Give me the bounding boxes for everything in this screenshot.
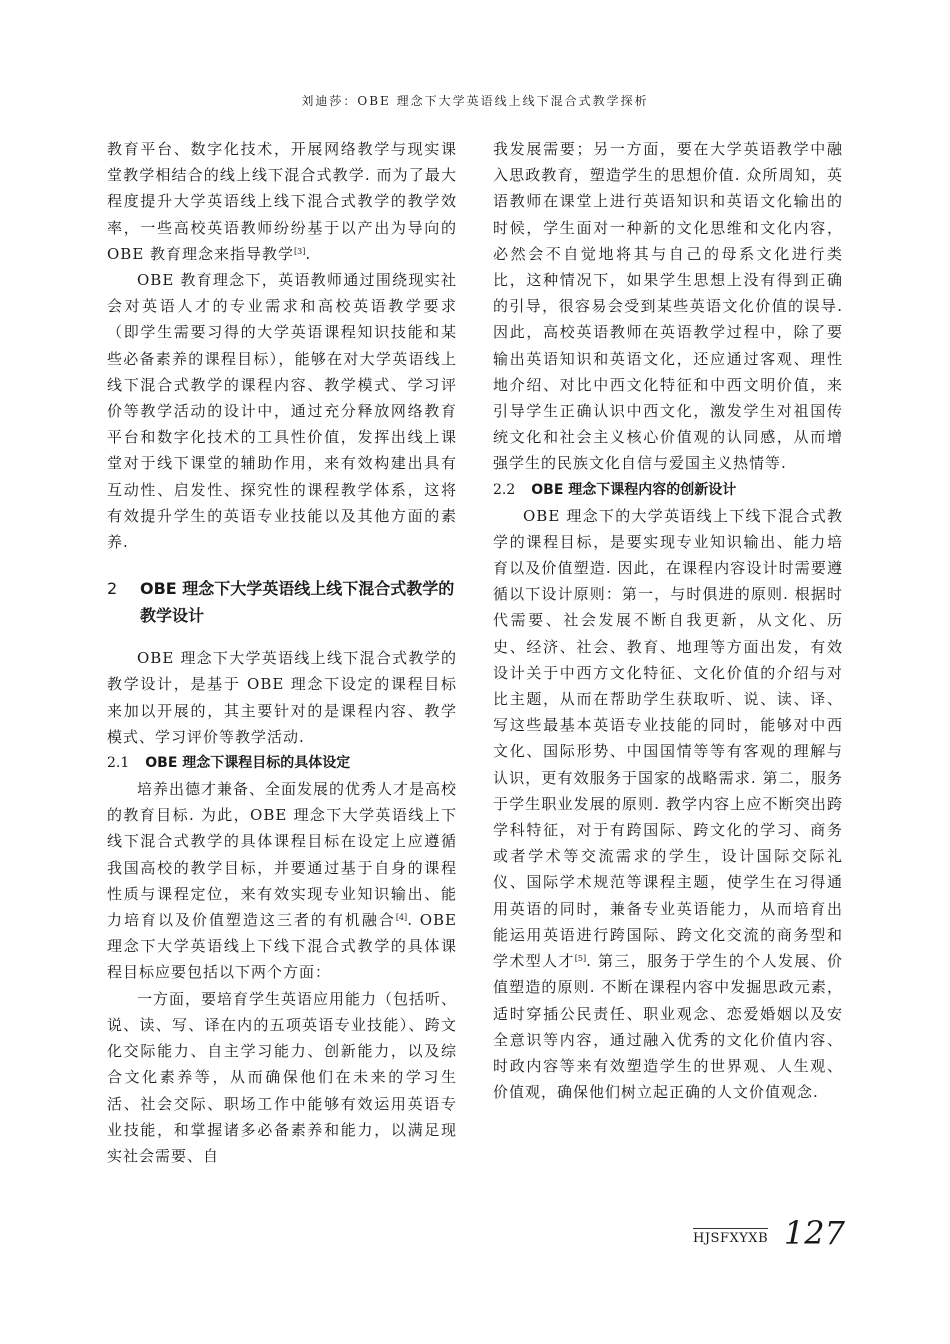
- paragraph: OBE 理念下的大学英语线上下线下混合式教学的课程目标，是要实现专业知识输出、能力培育以及价值塑造. 因此，在课程内容设计时需要遵循以下设计原则：第一，与时俱进的原则. 根据时代需要、社会发展不断自我更新，从文化、历史、经济、社会、教育、地理等方面出发，有效设计关于中西方文化特征、文化价值的介绍与对比主题，从而在帮助学生获取听、说、读、译、写这些最基本英语专业技能的同时，能够对中西文化、国际形势、中国国情等等有客观的理解与认识，更有效服务于国家的战略需求. 第二，服务于学生职业发展的原则. 教学内容上应不断突出跨学科特征，对于有跨国际、跨文化的学习、商务或者学术等交流需求的学生，设计国际交际礼仪、国际学术规范等课程主题，使学生在习得通用英语的同时，兼备专业英语能力，从而培育出能运用英语进行跨国际、跨文化交流的商务型和学术型人才[5]. 第三，服务于学生的个人发展、价值塑造的原则. 不断在课程内容中发掘思政元素，适时穿插公民责任、职业观念、恋爱婚姻以及安全意识等内容，通过融入优秀的文化价值内容、时政内容等来有效塑造学生的世界观、人生观、价值观，确保他们树立起正确的人文价值观念.: [493, 506, 843, 1102]
- running-header: 刘迪莎：OBE 理念下大学英语线上线下混合式教学探析: [301, 94, 649, 108]
- citation-ref[interactable]: [5]: [574, 954, 587, 964]
- section-heading: [107, 575, 457, 629]
- paragraph: 培养出德才兼备、全面发展的优秀人才是高校的教育目标. 为此，OBE 理念下大学英语线上下线下混合式教学的具体课程目标在设定上应遵循我国高校的教学目标，并要通过基于自身的课程性质与课程定位，来有效实现专业知识输出、能力培育以及价值塑造这三者的有机融合[4]. OBE 理念下大学英语线上下线下混合式教学的具体课程目标应要包括以下两个方面：: [107, 780, 458, 982]
- subsection-number: 2.1: [107, 755, 130, 772]
- section-number: 2: [107, 579, 118, 599]
- section-title: OBE 理念下大学英语线上线下混合式教学的教学设计: [140, 579, 455, 626]
- right-column: [493, 136, 843, 1105]
- subsection-heading: [493, 477, 843, 503]
- paragraph: 一方面，要培育学生英语应用能力（包括听、说、读、写、译在内的五项英语专业技能）、跨文化交际能力、自主学习能力、创新能力，以及综合文化素养等，从而确保他们在未来的学习生活、社会交际、职场工作中能够有效运用英语专业技能，和掌握诸多必备素养和能力，以满足现实社会需要、自: [107, 989, 458, 1165]
- citation-ref[interactable]: [3]: [294, 246, 306, 256]
- journal-code: HJSFXYXB: [693, 1228, 768, 1246]
- citation-ref[interactable]: [4]: [395, 913, 408, 923]
- page-footer: [693, 1212, 845, 1252]
- paragraph: OBE 理念下大学英语线上线下混合式教学的教学设计，是基于 OBE 理念下设定的课程目标来加以开展的，其主要针对的是课程内容、教学模式、学习评价等教学活动.: [107, 649, 457, 746]
- subsection-number: 2.2: [493, 481, 516, 498]
- subsection-heading: [107, 750, 457, 776]
- paragraph: 我发展需要；另一方面，要在大学英语教学中融入思政教育，塑造学生的思想价值. 众所周知，英语教师在课堂上进行英语知识和英语文化输出的时候，学生面对一种新的文化思维和文化内容，必然会不自觉地将其与自己的母系文化进行类比，这种情况下，如果学生思想上没有得到正确的引导，很容易会受到某些英语文化价值的误导. 因此，高校英语教师在英语教学过程中，除了要输出英语知识和英语文化，还应通过客观、理性地介绍、对比中西文化特征和中西文明价值，来引导学生正确认识中西文化，激发学生对祖国传统文化和社会主义核心价值观的认同感，从而增强学生的民族文化自信与爱国主义热情等.: [493, 140, 843, 473]
- paragraph: 教育平台、数字化技术，开展网络教学与现实课堂教学相结合的线上线下混合式教学. 而为了最大程度提升大学英语线上线下混合式教学的教学效率，一些高校英语教师纷纷基于以产出为导向的 OBE 教育理念来指导教学[3].: [107, 140, 457, 263]
- subsection-title: OBE 理念下课程目标的具体设定: [145, 755, 351, 772]
- subsection-title: OBE 理念下课程内容的创新设计: [531, 481, 737, 498]
- left-column: [107, 136, 457, 1169]
- paragraph: OBE 教育理念下，英语教师通过围绕现实社会对英语人才的专业需求和高校英语教学要求（即学生需要习得的大学英语课程知识技能和某些必备素养的课程目标），能够在对大学英语线上线下混合式教学的课程内容、教学模式、学习评价等教学活动的设计中，通过充分释放网络教育平台和数字化技术的工具性价值，发挥出线上课堂对于线下课堂的辅助作用，来有效构建出具有互动性、启发性、探究性的课程教学体系，这将有效提升学生的英语专业技能以及其他方面的素养.: [107, 271, 457, 552]
- page-number: 127: [783, 1214, 845, 1252]
